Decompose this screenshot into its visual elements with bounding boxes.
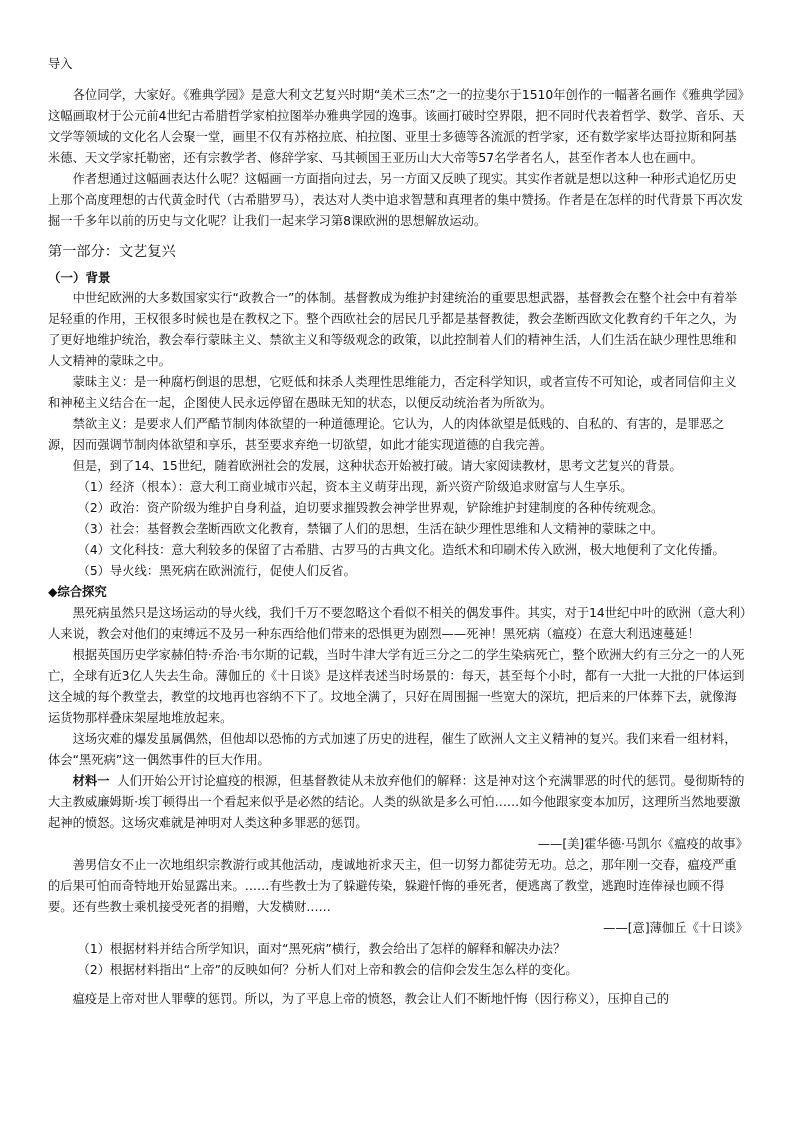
spacer	[48, 981, 748, 989]
background-paragraph-4: 但是，到了14、15世纪，随着欧洲社会的发展，这种状态开始被打破。请大家阅读教材，思考文艺复兴的背景。	[72, 459, 682, 473]
material-1-source: ——[美]霍华德·马凯尔《瘟疫的故事》	[537, 837, 748, 851]
obscurantism-definition: 蒙昧主义：是一种腐朽倒退的思想，它贬低和抹杀人类理性思维能力，否定科学知识，或者宣传不可知论，或者同信仰主义和神秘主义结合在一起，企图使人民永远停留在愚昧无知的状态，以便反动统治者为所欲为。	[48, 375, 737, 410]
question-2: （2）根据材料指出“上帝”的反映如何？分析人们对上帝和教会的信仰会发生怎么样的变化。	[77, 963, 578, 977]
explore-paragraph-3: 这场灾难的爆发虽属偶然，但他却以恐怖的方式加速了历史的进程，催生了欧洲人文主义精神的复兴。我们来看一组材料，体会“黑死病”这一偶然事件的巨大作用。	[48, 732, 737, 767]
explore-title: ◆综合探究	[48, 585, 107, 599]
part1-title: 第一部分：文艺复兴	[48, 244, 176, 260]
document-page	[48, 54, 748, 1010]
list-item: （5）导火线：黑死病在欧洲流行，促使人们反省。	[77, 564, 356, 578]
explore-paragraph-1: 黑死病虽然只是这场运动的导火线，我们千万不要忽略这个看似不相关的偶发事件。其实，对于14世纪中叶的欧洲（意大利）人来说，教会对他们的束缚远不及另一种东西给他们带来的恐惧更为剧烈——死神！黑死病（瘟疫）在意大利迅速蔓延！	[48, 606, 747, 641]
explore-paragraph-2: 根据英国历史学家赫伯特·乔治·韦尔斯的记载，当时牛津大学有近三分之二的学生染病死亡，整个欧洲大约有三分之一的人死亡，全球有近3亿人失去生命。薄伽丘的《十日谈》是这样表述当时场景的：每天，甚至每个小时，都有一大批一大批的尸体运到这全城的每个教堂去，教堂的坟地再也容纳不下了。坟地全满了，只好在周围掘一些宽大的深坑，把后来的尸体葬下去，就像海运货物那样叠床架屋地堆放起来。	[48, 648, 745, 725]
material-1-text: 人们开始公开讨论瘟疫的根源，但基督教徒从未放弃他们的解释：这是神对这个充满罪恶的时代的惩罚。曼彻斯特的大主教威廉姆斯·埃丁顿得出一个看起来似乎是必然的结论。人类的纵欲是多么可怕……如今他跟家变本加厉，这理所当然地要激起神的愤怒。这场灾难就是神明对人类这种多罪恶的惩罚。	[48, 774, 745, 830]
material-1-label: 材料一	[72, 774, 110, 788]
intro-paragraph-2: 作者想通过这幅画表达什么呢？这幅画一方面指向过去，另一方面又反映了现实。其实作者就是想以这种一种形式追忆历史上那个高度理想的古代黄金时代（古希腊罗马），表达对人类中追求智慧和真理者的集中赞扬。作者是在怎样的时代背景下再次发掘一千多年以前的历史与文化呢？让我们一起来学习第8课欧洲的思想解放运动。	[48, 172, 743, 228]
list-item: （1）经济（根本）：意大利工商业城市兴起，资本主义萌芽出现，新兴资产阶级追求财富与人生享乐。	[77, 480, 633, 494]
intro-heading: 导入	[48, 57, 73, 71]
question-1: （1）根据材料并结合所学知识，面对“黑死病”横行，教会给出了怎样的解释和解决办法？	[77, 942, 566, 956]
list-item: （2）政治：资产阶级为维护自身利益，迫切要求摧毁教会神学世界观，铲除维护封建制度的各种传统观念。	[77, 501, 664, 515]
list-item: （3）社会：基督教会垄断西欧文化教育，禁锢了人们的思想，生活在缺少理性思维和人文精神的蒙昧之中。	[77, 522, 664, 536]
material-2-source: ——[意]薄伽丘《十日谈》	[603, 921, 748, 935]
background-subtitle: （一）背景	[48, 270, 111, 285]
asceticism-definition: 禁欲主义：是要求人们严酷节制肉体欲望的一种道德理论。它认为，人的肉体欲望是低贱的、自私的、有害的，是罪恶之源，因而强调节制肉体欲望和享乐，甚至要求弃绝一切欲望，如此才能实现道德的自我完善。	[48, 417, 725, 452]
answer-paragraph: 瘟疫是上帝对世人罪孽的惩罚。所以，为了平息上帝的愤怒，教会让人们不断地忏悔（因行称义），压抑自己的	[72, 992, 669, 1006]
background-paragraph-1: 中世纪欧洲的大多数国家实行“政教合一”的体制。基督教成为维护封建统治的重要思想武器，基督教会在整个社会中有着举足轻重的作用，王权很多时候也是在教权之下。整个西欧社会的居民几乎都是基督教徒，教会垄断西欧文化教育约千年之久，为了更好地维护统治，教会奉行蒙昧主义、禁欲主义和等级观念的政策，以此控制着人们的精神生活，人们生活在缺少理性思维和人文精神的蒙昧之中。	[48, 291, 738, 368]
material-2-text: 善男信女不止一次地组织宗教游行或其他活动，虔诚地祈求天主，但一切努力都徒劳无功。总之，那年刚一交春，瘟疫严重的后果可怕而奇特地开始显露出来。……有些教士为了躲避传染，躲避忏悔的垂死者，便逃离了教堂，逃跑时连俸禄也顾不得要。还有些教士乘机接受死者的捐赠，大发横财……	[48, 858, 737, 914]
intro-paragraph-1: 各位同学，大家好。《雅典学园》是意大利文艺复兴时期“美术三杰”之一的拉斐尔于1510年创作的一幅著名画作《雅典学园》这幅画取材于公元前4世纪古希腊哲学家柏拉图举办雅典学园的逸事。该画打破时空界限，把不同时代表着哲学、数学、音乐、天文学等领域的文化名人会聚一堂，画里不仅有苏格拉底、柏拉图、亚里士多德等各流派的哲学家，还有数学家毕达哥拉斯和阿基米德、天文学家托勒密，还有宗教学者、修辞学家、马其顿国王亚历山大大帝等57名学者名人，甚至作者本人也在画中。	[48, 88, 745, 165]
material-1	[48, 771, 748, 834]
list-item: （4）文化科技：意大利较多的保留了古希腊、古罗马的古典文化。造纸术和印刷术传入欧洲，极大地便利了文化传播。	[77, 543, 725, 557]
